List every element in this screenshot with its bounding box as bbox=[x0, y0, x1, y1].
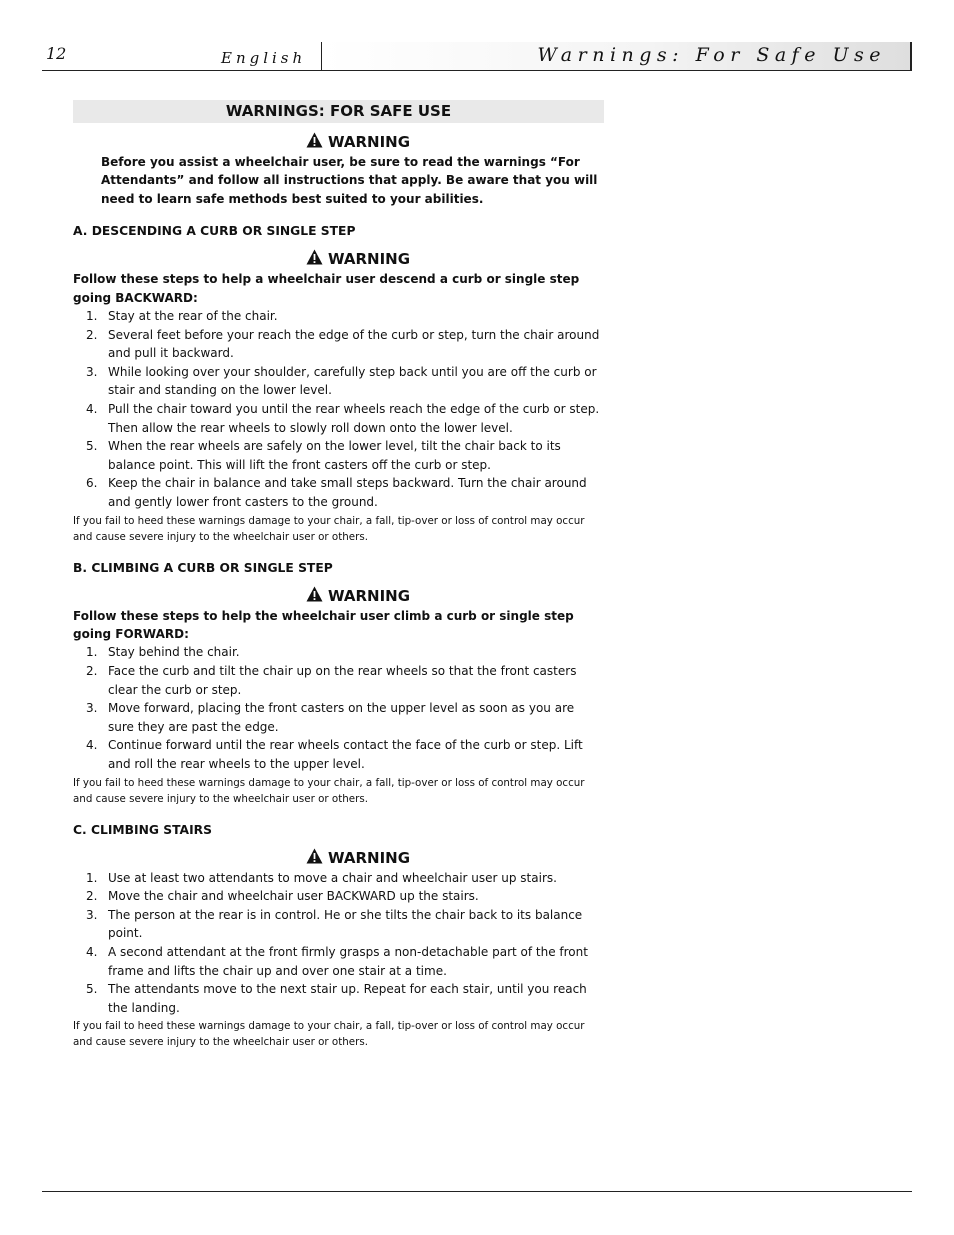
header-divider bbox=[321, 42, 322, 71]
warning-heading bbox=[73, 132, 603, 152]
caution-note: If you fail to heed these warnings damage to your chair, a fall, tip-over or loss of control may occur and cause severe injury to the wheelchair user or others. bbox=[73, 514, 585, 543]
list-item bbox=[73, 699, 603, 736]
list-item bbox=[73, 736, 603, 773]
step-number: 1. bbox=[86, 870, 98, 885]
step-text: Stay behind the chair. bbox=[108, 645, 240, 660]
section-lead: Follow these steps to help the wheelchair user climb a curb or single step going FORWARD: bbox=[73, 608, 574, 641]
step-number: 6. bbox=[86, 476, 98, 491]
section-heading: A. DESCENDING A CURB OR SINGLE STEP bbox=[73, 224, 356, 239]
step-text: Move forward, placing the front casters on the upper level as soon as you are sure they are past the edge. bbox=[108, 701, 575, 734]
step-text: A second attendant at the front firmly grasps a non-detachable part of the front frame and lifts the chair up and over one stair at a time. bbox=[108, 944, 588, 978]
page-number: 12 bbox=[46, 44, 67, 63]
warning-triangle-icon bbox=[306, 249, 323, 265]
warning-label: WARNING bbox=[327, 848, 411, 867]
step-text: The attendants move to the next stair up. Repeat for each stair, until you reach the landing. bbox=[108, 982, 587, 1015]
warning-triangle-icon bbox=[306, 848, 323, 864]
step-number: 3. bbox=[86, 701, 98, 716]
warning-heading bbox=[73, 249, 603, 269]
step-number: 5. bbox=[86, 439, 98, 454]
step-number: 2. bbox=[86, 327, 98, 342]
step-text: Face the curb and tilt the chair up on the rear wheels so that the front casters clear the curb or step. bbox=[108, 663, 577, 697]
caution-note: If you fail to heed these warnings damage to your chair, a fall, tip-over or loss of control may occur and cause severe injury to the wheelchair user or others. bbox=[73, 776, 585, 805]
step-number: 5. bbox=[86, 982, 98, 997]
step-number: 2. bbox=[86, 663, 98, 678]
section-c bbox=[73, 821, 603, 1051]
step-text: Several feet before your reach the edge of the curb or step, turn the chair around and pull it backward. bbox=[108, 327, 600, 361]
list-item bbox=[73, 887, 603, 906]
warning-triangle-icon bbox=[306, 586, 323, 602]
list-item bbox=[73, 326, 603, 363]
header-band-edge bbox=[910, 42, 912, 71]
step-text: Stay at the rear of the chair. bbox=[108, 309, 278, 324]
list-item bbox=[73, 307, 603, 326]
section-b bbox=[73, 559, 603, 807]
step-text: Pull the chair toward you until the rear wheels reach the edge of the curb or step. Then allow the rear wheels to slowly roll down onto the lower level. bbox=[108, 402, 600, 435]
step-text: Continue forward until the rear wheels contact the face of the curb or step. Lift and roll the rear wheels to the upper level. bbox=[108, 738, 583, 771]
warning-triangle-icon bbox=[306, 132, 323, 148]
step-list bbox=[73, 643, 603, 773]
list-item bbox=[73, 643, 603, 662]
step-list bbox=[73, 869, 603, 1018]
list-item bbox=[73, 662, 603, 699]
list-item bbox=[73, 474, 603, 511]
list-item bbox=[73, 906, 603, 943]
step-number: 4. bbox=[86, 402, 98, 416]
step-number: 4. bbox=[86, 944, 98, 959]
step-number: 2. bbox=[86, 889, 98, 904]
section-heading: B. CLIMBING A CURB OR SINGLE STEP bbox=[73, 560, 333, 575]
page-title: WARNINGS: FOR SAFE USE bbox=[73, 100, 604, 123]
footer-rule bbox=[42, 1191, 912, 1192]
step-text: Keep the chair in balance and take small steps backward. Turn the chair around and gently lower front casters to the ground. bbox=[108, 476, 587, 509]
list-item bbox=[73, 980, 603, 1017]
warning-label: WARNING bbox=[327, 586, 411, 605]
sections bbox=[73, 222, 603, 1050]
section-lead: Follow these steps to help a wheelchair user descend a curb or single step going BACKWARD: bbox=[73, 272, 580, 305]
language-label: English bbox=[221, 49, 307, 67]
list-item bbox=[73, 363, 603, 400]
step-text: While looking over your shoulder, carefully step back until you are off the curb or stair and standing on the lower level. bbox=[108, 364, 597, 398]
section-heading: C. CLIMBING STAIRS bbox=[73, 822, 212, 837]
warning-label: WARNING bbox=[327, 250, 411, 269]
step-number: 3. bbox=[86, 907, 98, 922]
step-text: Use at least two attendants to move a chair and wheelchair user up stairs. bbox=[108, 870, 557, 885]
step-number: 4. bbox=[86, 738, 98, 753]
step-text: When the rear wheels are safely on the lower level, tilt the chair back to its balance point. This will lift the front casters off the curb or step. bbox=[108, 439, 561, 472]
list-item bbox=[73, 869, 603, 888]
step-text: Move the chair and wheelchair user BACKWARD up the stairs. bbox=[108, 889, 479, 904]
running-section-title: Warnings: For Safe Use bbox=[537, 44, 886, 66]
caution-note: If you fail to heed these warnings damage to your chair, a fall, tip-over or loss of control may occur and cause severe injury to the wheelchair user or others. bbox=[73, 1020, 585, 1049]
main-content bbox=[73, 100, 603, 1050]
list-item bbox=[73, 437, 603, 474]
warning-heading bbox=[73, 586, 603, 606]
list-item bbox=[73, 400, 603, 437]
step-number: 3. bbox=[86, 364, 98, 379]
warning-heading bbox=[73, 848, 603, 868]
header-rule bbox=[42, 70, 912, 71]
step-text: The person at the rear is in control. He or she tilts the chair back to its balance point. bbox=[108, 907, 583, 941]
step-number: 1. bbox=[86, 645, 98, 660]
step-number: 1. bbox=[86, 309, 98, 324]
section-a bbox=[73, 222, 603, 544]
warning-label: WARNING bbox=[327, 133, 411, 151]
step-list bbox=[73, 307, 603, 512]
list-item bbox=[73, 943, 603, 980]
intro-warning-text: Before you assist a wheelchair user, be sure to read the warnings “For Attendants” and follow all instructions that apply. Be aware that you will need to learn safe methods best suited to your abilities. bbox=[101, 155, 598, 206]
